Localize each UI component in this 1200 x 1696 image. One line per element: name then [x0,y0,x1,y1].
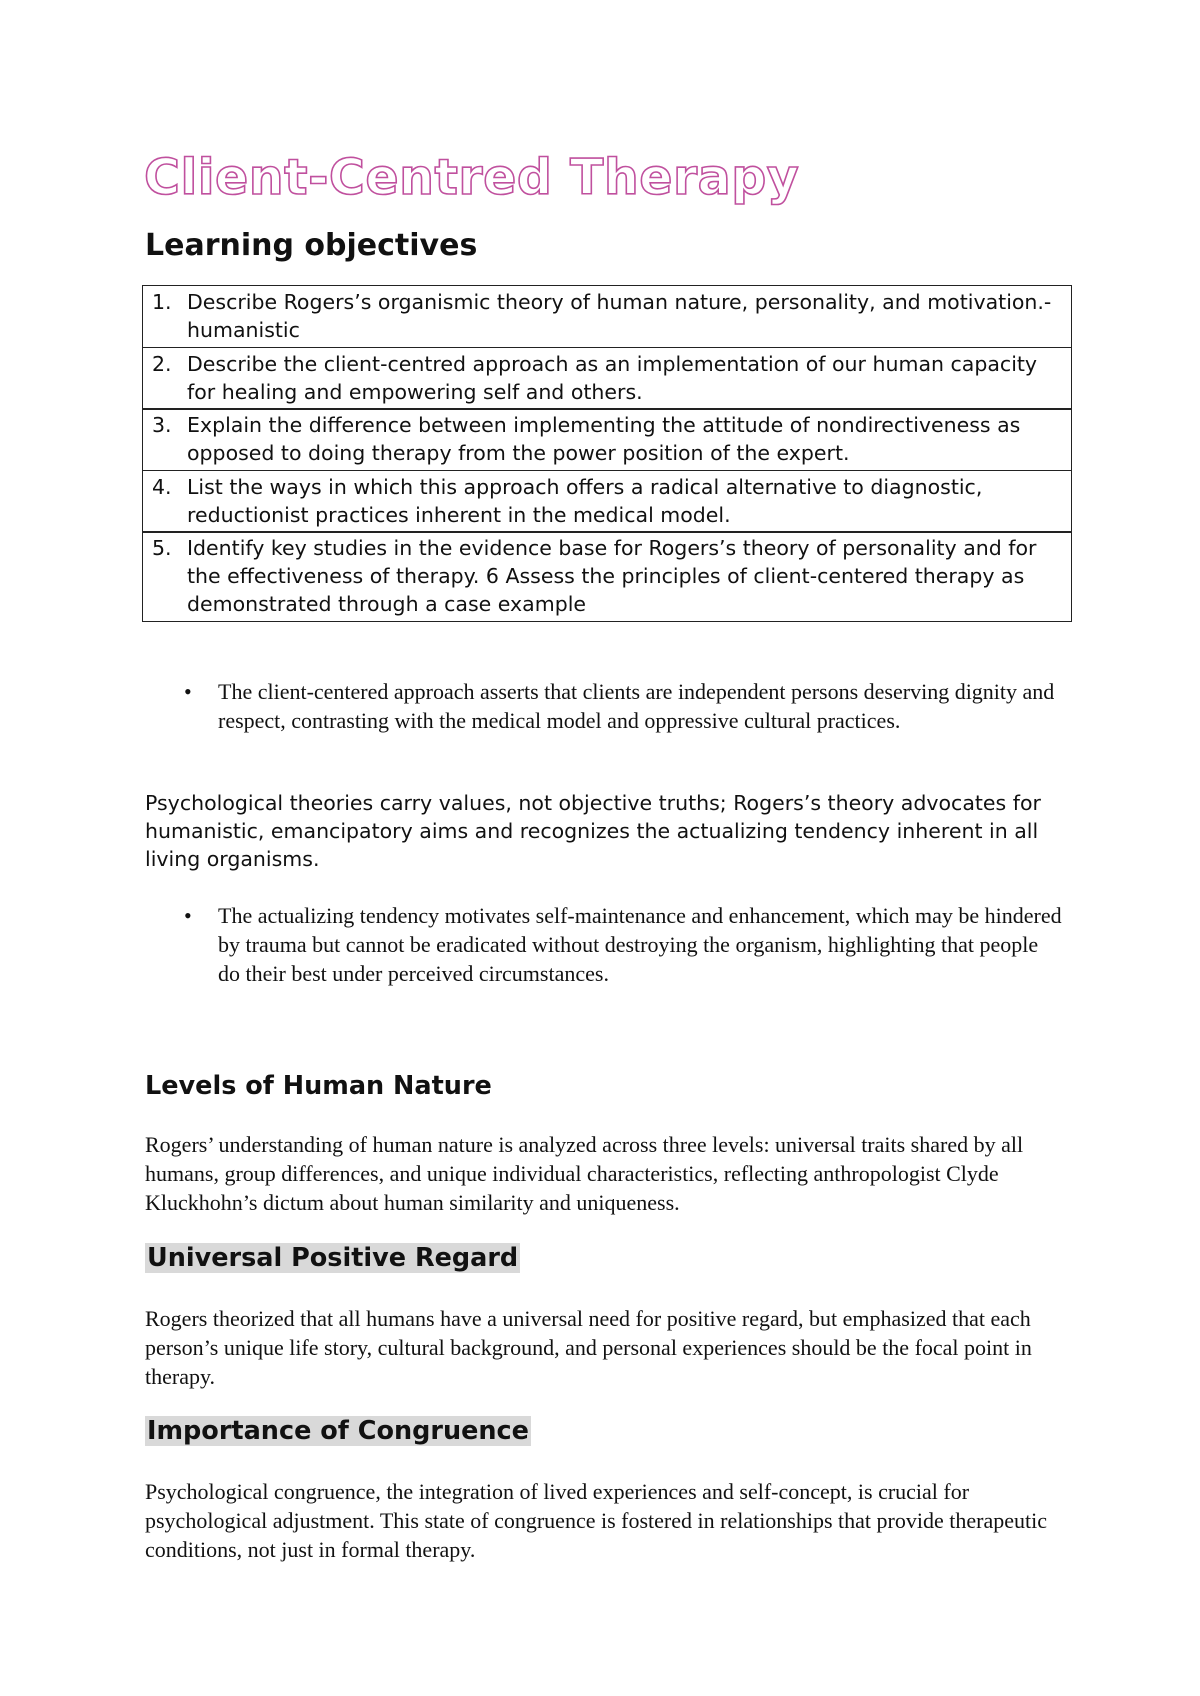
section-heading-congruence [145,1414,531,1448]
objective-row [142,531,1072,622]
bullet-icon: • [184,903,192,928]
section-heading-positive-regard [145,1241,520,1275]
learning-objectives-heading: Learning objectives [145,228,478,263]
objective-row [142,470,1072,533]
objective-number: 3. [152,413,172,437]
section-heading-levels: Levels of Human Nature [145,1071,492,1101]
section-body-congruence: Psychological congruence, the integration of lived experiences and self-concept, is crucial for psychological adjustment. This state of congruence is fostered in relationships that provide therapeutic conditions, not just in formal therapy. [145,1479,1047,1562]
objective-text: Describe Rogers’s organismic theory of human nature, personality, and motivation.- humanistic [187,290,1052,342]
bullet-text: The client-centered approach asserts that clients are independent persons deserving dignity and respect, contrasting with the medical model and oppressive cultural practices. [218,679,1055,733]
section-body-levels: Rogers’ understanding of human nature is analyzed across three levels: universal traits shared by all humans, group differences, and unique individual characteristics, reflecting anthropologist Clyde Kluckhohn’s dictum about human similarity and uniqueness. [145,1132,1024,1215]
bullet-actualizing-tendency [184,901,1064,988]
bullet-client-centered [184,677,1064,735]
objective-number: 5. [152,536,172,560]
objectives-table [142,285,1072,622]
objective-text: Describe the client-centred approach as an implementation of our human capacity for healing and empowering self and others. [187,351,1038,404]
objective-text: Explain the difference between implementing the attitude of nondirectiveness as opposed to doing therapy from the power position of the expert. [187,413,1021,465]
objective-row [142,347,1072,410]
objective-number: 2. [152,351,172,376]
objective-row [142,408,1072,471]
objective-number: 1. [152,290,172,314]
document-title: Client-Centred Therapy [144,149,800,206]
objective-number: 4. [152,474,172,499]
section-body-positive-regard: Rogers theorized that all humans have a universal need for positive regard, but emphasized that each person’s unique life story, cultural background, and personal experiences should be the focal point in therapy. [145,1306,1032,1389]
highlighted-heading-text: Importance of Congruence [147,1416,529,1446]
objective-text: Identify key studies in the evidence base for Rogers’s theory of personality and for the effectiveness of therapy. 6 Assess the principles of client-centered therapy as demonstrated through a case example [187,536,1037,616]
objective-row [142,285,1072,348]
objective-text: List the ways in which this approach offers a radical alternative to diagnostic, reductionist practices inherent in the medical model. [187,474,983,527]
bullet-text: The actualizing tendency motivates self-maintenance and enhancement, which may be hindered by trauma but cannot be eradicated without destroying the organism, highlighting that people do their best under perceived circumstances. [218,903,1062,986]
bullet-icon: • [184,679,192,704]
highlighted-heading-text: Universal Positive Regard [147,1243,519,1273]
paragraph-theories-values: Psychological theories carry values, not objective truths; Rogers’s theory advocates for humanistic, emancipatory aims and recognizes the actualizing tendency inherent in all living organisms. [145,791,1041,871]
